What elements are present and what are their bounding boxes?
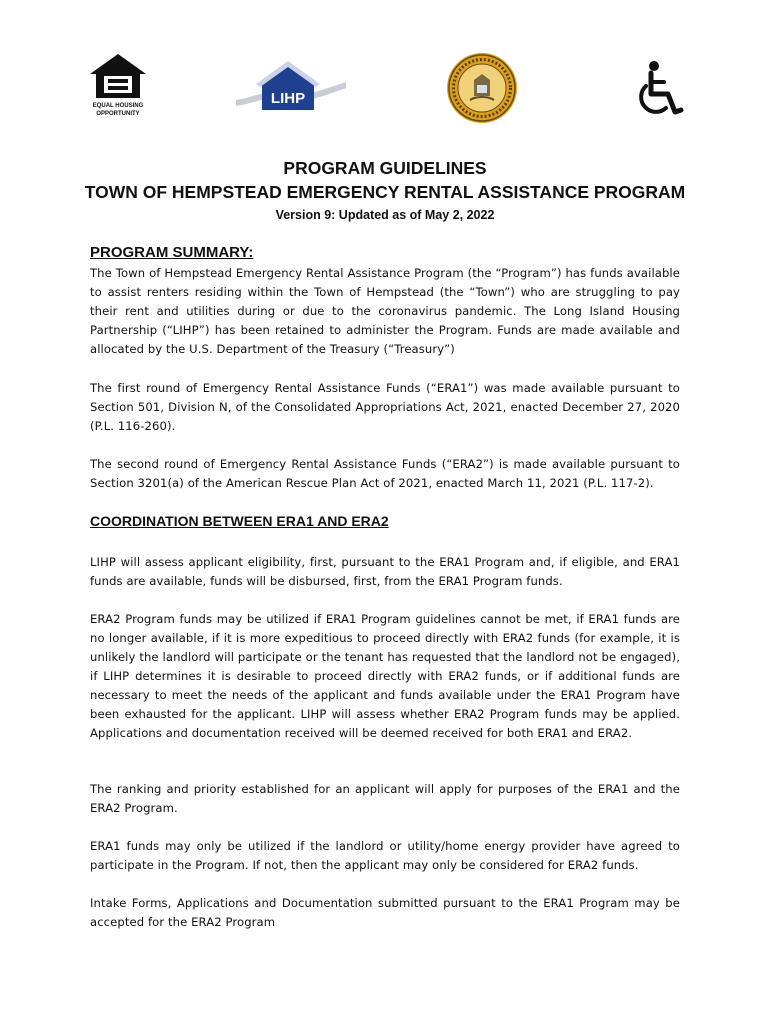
lihp-logo-text: LIHP	[270, 90, 306, 107]
version-note: Version 9: Updated as of May 2, 2022	[275, 208, 495, 222]
logo-row	[0, 48, 770, 123]
equal-housing-opportunity-logo	[88, 52, 148, 118]
summary-paragraph-2	[90, 379, 680, 436]
coordination-paragraph-4	[90, 837, 680, 875]
summary-text-1: The Town of Hempstead Emergency Rental Assistance Program (the “Program”) has funds available to assist renters residing within the Town of Hempstead (the “Town”) who are struggling to pay their rent and utilities during or due to the coronavirus pandemic. The Long Island Housing Partnership (“LIHP”) has been retained to administer the Program. Funds are made available and allocated by the U.S. Department of the Treasury (“Treasury”)	[90, 266, 680, 356]
lihp-logo	[232, 60, 350, 116]
coordination-paragraph-1	[90, 553, 680, 591]
coordination-text-5: Intake Forms, Applications and Documentation submitted pursuant to the ERA1 Program may be accepted for the ERA2 Program	[90, 896, 680, 929]
coordination-heading: COORDINATION BETWEEN ERA1 AND ERA2	[90, 513, 389, 529]
summary-text-2: The first round of Emergency Rental Assistance Funds (“ERA1”) was made available pursuant to Section 501, Division N, of the Consolidated Appropriations Act, 2021, enacted December 27, 2020 (P.L. 116-260).	[90, 381, 680, 433]
coordination-text-3: The ranking and priority established for an applicant will apply for purposes of the ERA1 and the ERA2 Program.	[90, 782, 680, 815]
coordination-paragraph-5	[90, 894, 680, 932]
town-seal-logo	[446, 52, 518, 124]
summary-paragraph-1	[90, 264, 680, 359]
summary-paragraph-3	[90, 455, 680, 493]
coordination-text-2: ERA2 Program funds may be utilized if ERA1 Program guidelines cannot be met, if ERA1 funds are no longer available, if it is more expeditious to proceed directly with ERA2 funds (for example, it is unlikely the landlord will participate or the tenant has requested that the landlord not be engaged), if LIHP determines it is desirable to proceed directly with ERA2 funds, or if additional funds are necessary to meet the needs of the applicant and funds available under the ERA1 Program have been exhausted for the applicant. LIHP will assess whether ERA2 Program funds may be applied. Applications and documentation received will be deemed received for both ERA1 and ERA2.	[90, 612, 680, 740]
document-title: PROGRAM GUIDELINES	[283, 158, 487, 178]
wheelchair-accessible-icon	[636, 60, 686, 120]
coordination-paragraph-2	[90, 610, 680, 743]
eho-line-1: EQUAL HOUSING	[92, 103, 144, 109]
coordination-text-1: LIHP will assess applicant eligibility, first, pursuant to the ERA1 Program and, if eligible, and ERA1 funds are available, funds will be disbursed, first, from the ERA1 Program funds.	[90, 555, 680, 588]
program-name: TOWN OF HEMPSTEAD EMERGENCY RENTAL ASSISTANCE PROGRAM	[84, 182, 686, 202]
program-summary-heading: PROGRAM SUMMARY:	[90, 244, 254, 261]
coordination-text-4: ERA1 funds may only be utilized if the landlord or utility/home energy provider have agreed to participate in the Program. If not, then the applicant may only be considered for ERA2 funds.	[90, 839, 680, 872]
coordination-paragraph-3	[90, 780, 680, 818]
summary-text-3: The second round of Emergency Rental Assistance Funds (“ERA2”) is made available pursuant to Section 3201(a) of the American Rescue Plan Act of 2021, enacted March 11, 2021 (P.L. 117-2).	[90, 457, 680, 490]
eho-line-2: OPPORTUNITY	[96, 111, 140, 117]
